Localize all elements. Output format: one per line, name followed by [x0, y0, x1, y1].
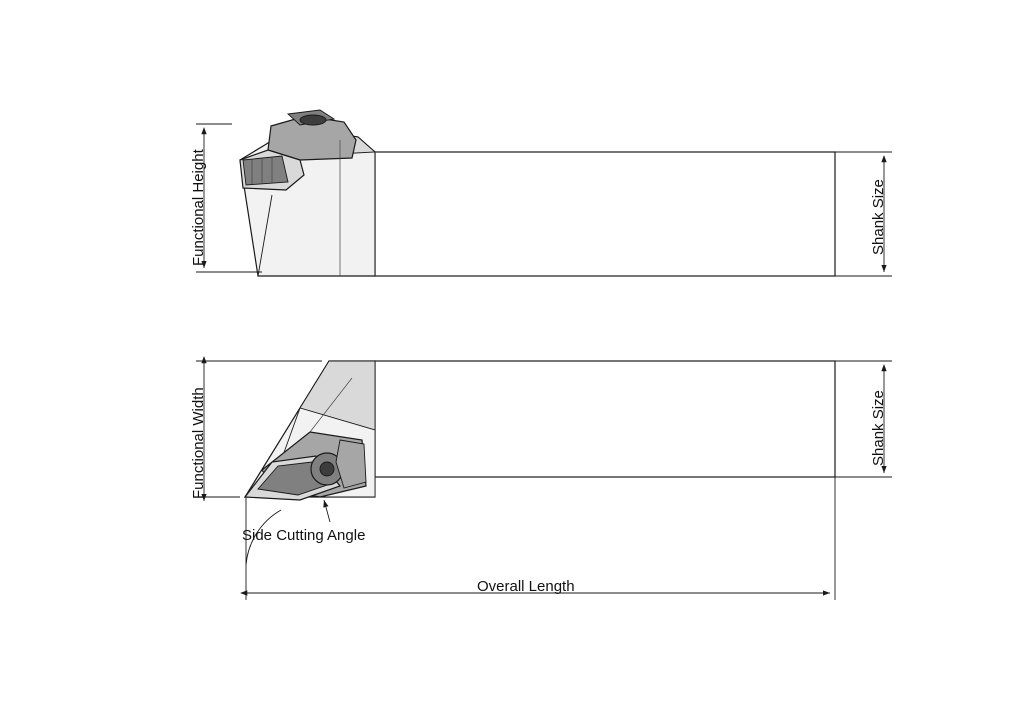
functional-height-label: Functional Height	[190, 149, 207, 266]
top-view-tool	[240, 110, 835, 276]
shank-size-top-label: Shank Size	[870, 179, 887, 255]
functional-width-label: Functional Width	[190, 387, 207, 499]
side-cutting-angle-label: Side Cutting Angle	[242, 527, 366, 544]
overall-length-label: Overall Length	[477, 578, 575, 595]
side-cutting-angle-leader	[246, 497, 330, 600]
bottom-view-tool	[245, 361, 835, 500]
shank-size-bottom-label: Shank Size	[870, 390, 887, 466]
